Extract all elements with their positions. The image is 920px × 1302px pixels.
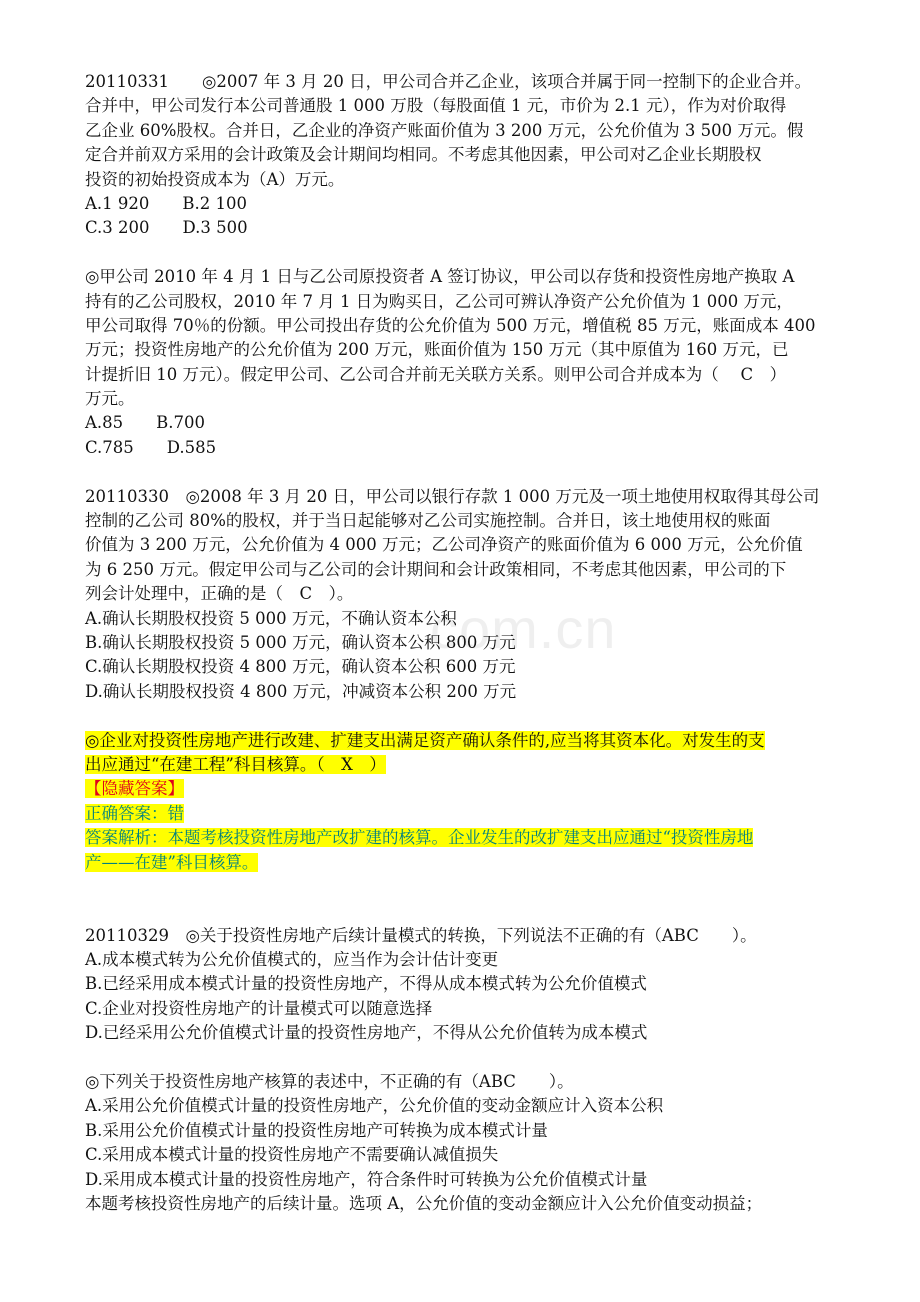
correct-answer-text: 正确答案：错 — [85, 803, 184, 823]
answer-analysis — [85, 826, 855, 850]
correct-answer — [85, 802, 855, 826]
q5-option-c: C.企业对投资性房地产的计量模式可以随意选择 — [85, 998, 433, 1018]
q2-line: ◎甲公司 2010 年 4 月 1 日与乙公司原投资者 A 签订协议，甲公司以存货和投资性房地产换取 A — [85, 267, 795, 287]
q1-options: C.3 200 D.3 500 — [85, 218, 248, 238]
answer-analysis-text: 答案解析：本题考核投资性房地产改扩建的核算。企业发生的改扩建支出应通过“投资性房地 — [85, 828, 754, 848]
question-1 — [85, 70, 855, 241]
q6-option-d: D.采用成本模式计量的投资性房地产，符合条件时可转换为公允价值模式计量 — [85, 1169, 648, 1189]
q1-options: A.1 920 B.2 100 — [85, 193, 248, 213]
q2-line: 万元。 — [85, 389, 135, 409]
q2-options: C.785 D.585 — [85, 437, 217, 457]
q1-line: 合并中，甲公司发行本公司普通股 1 000 万股（每股面值 1 元，市价为 2.1 元），作为对价取得 — [85, 96, 787, 116]
q4-line-text: ◎企业对投资性房地产进行改建、扩建支出满足资产确认条件的,应当将其资本化。对发生的支 — [85, 730, 765, 750]
q2-line: 计提折旧 10 万元）。假定甲公司、乙公司合并前无关联方关系。则甲公司合并成本为（ C ） — [85, 364, 787, 384]
answer-analysis-text: 产——在建”科目核算。 — [85, 852, 259, 872]
q5-line: 20110329 ◎关于投资性房地产后续计量模式的转换，下列说法不正确的有（ABC ）。 — [85, 925, 757, 945]
question-5 — [85, 924, 855, 1046]
question-3 — [85, 485, 855, 705]
q5-option-d: D.已经采用公允价值模式计量的投资性房地产，不得从公允价值转为成本模式 — [85, 1023, 648, 1043]
q2-line: 万元；投资性房地产的公允价值为 200 万元，账面价值为 150 万元（其中原值为 160 万元，已 — [85, 340, 789, 360]
hidden-answer-label-text: 【隐藏答案】 — [85, 779, 184, 799]
q6-option-a: A.采用公允价值模式计量的投资性房地产，公允价值的变动金额应计入资本公积 — [85, 1096, 664, 1116]
q5-option-a: A.成本模式转为公允价值模式的，应当作为会计估计变更 — [85, 950, 499, 970]
q3-option-a: A.确认长期股权投资 5 000 万元，不确认资本公积 — [85, 608, 457, 628]
q3-option-b: B.确认长期股权投资 5 000 万元，确认资本公积 800 万元 — [85, 632, 516, 652]
q1-line: 定合并前双方采用的会计政策及会计期间均相同。不考虑其他因素，甲公司对乙企业长期股权 — [85, 145, 762, 165]
q4-line — [85, 753, 855, 777]
q6-option-c: C.采用成本模式计量的投资性房地产不需要确认减值损失 — [85, 1145, 499, 1165]
q4-line — [85, 729, 855, 753]
q2-line: 持有的乙公司股权，2010 年 7 月 1 日为购买日，乙公司可辨认净资产公允价值为 1 000 万元， — [85, 291, 793, 311]
document-body — [85, 70, 855, 1216]
answer-analysis — [85, 851, 855, 875]
q6-option-b: B.采用公允价值模式计量的投资性房地产可转换为成本模式计量 — [85, 1120, 548, 1140]
q2-options: A.85 B.700 — [85, 413, 206, 433]
q3-line: 价值为 3 200 万元，公允价值为 4 000 万元；乙公司净资产的账面价值为 6 000 万元，公允价值 — [85, 535, 803, 555]
q3-line: 为 6 250 万元。假定甲公司与乙公司的会计期间和会计政策相同，不考虑其他因素，甲公司的下 — [85, 559, 787, 579]
q4-line-text: 出应通过“在建工程”科目核算。（ X ） — [85, 754, 386, 774]
q1-line: 20110331 ◎2007 年 3 月 20 日，甲公司合并乙企业，该项合并属于同一控制下的企业合并。 — [85, 72, 812, 91]
watermark: com.cn — [430, 597, 617, 660]
q6-explanation: 本题考核投资性房地产的后续计量。选项 A，公允价值的变动金额应计入公允价值变动损益； — [85, 1193, 763, 1213]
q3-option-c: C.确认长期股权投资 4 800 万元，确认资本公积 600 万元 — [85, 657, 516, 677]
q1-line: 投资的初始投资成本为（A）万元。 — [85, 169, 345, 189]
q3-line: 20110330 ◎2008 年 3 月 20 日，甲公司以银行存款 1 000 万元及一项土地使用权取得其母公司 — [85, 486, 820, 506]
q3-line: 控制的乙公司 80%的股权，并于当日起能够对乙公司实施控制。合并日，该土地使用权的账面 — [85, 511, 771, 531]
question-2 — [85, 265, 855, 460]
hidden-answer-label — [85, 777, 855, 801]
q5-option-b: B.已经采用成本模式计量的投资性房地产，不得从成本模式转为公允价值模式 — [85, 974, 647, 994]
q3-option-d: D.确认长期股权投资 4 800 万元，冲减资本公积 200 万元 — [85, 681, 517, 701]
question-4-highlighted — [85, 729, 855, 875]
q6-line: ◎下列关于投资性房地产核算的表述中，不正确的有（ABC ）。 — [85, 1072, 574, 1092]
q3-line: 列会计处理中，正确的是（ C ）。 — [85, 584, 354, 604]
q1-line: 乙企业 60%股权。合并日，乙企业的净资产账面价值为 3 200 万元，公允价值为 3 500 万元。假 — [85, 120, 804, 140]
q2-line: 甲公司取得 70％的份额。甲公司投出存货的公允价值为 500 万元，增值税 85 万元，账面成本 400 — [85, 315, 816, 335]
question-6 — [85, 1070, 855, 1216]
